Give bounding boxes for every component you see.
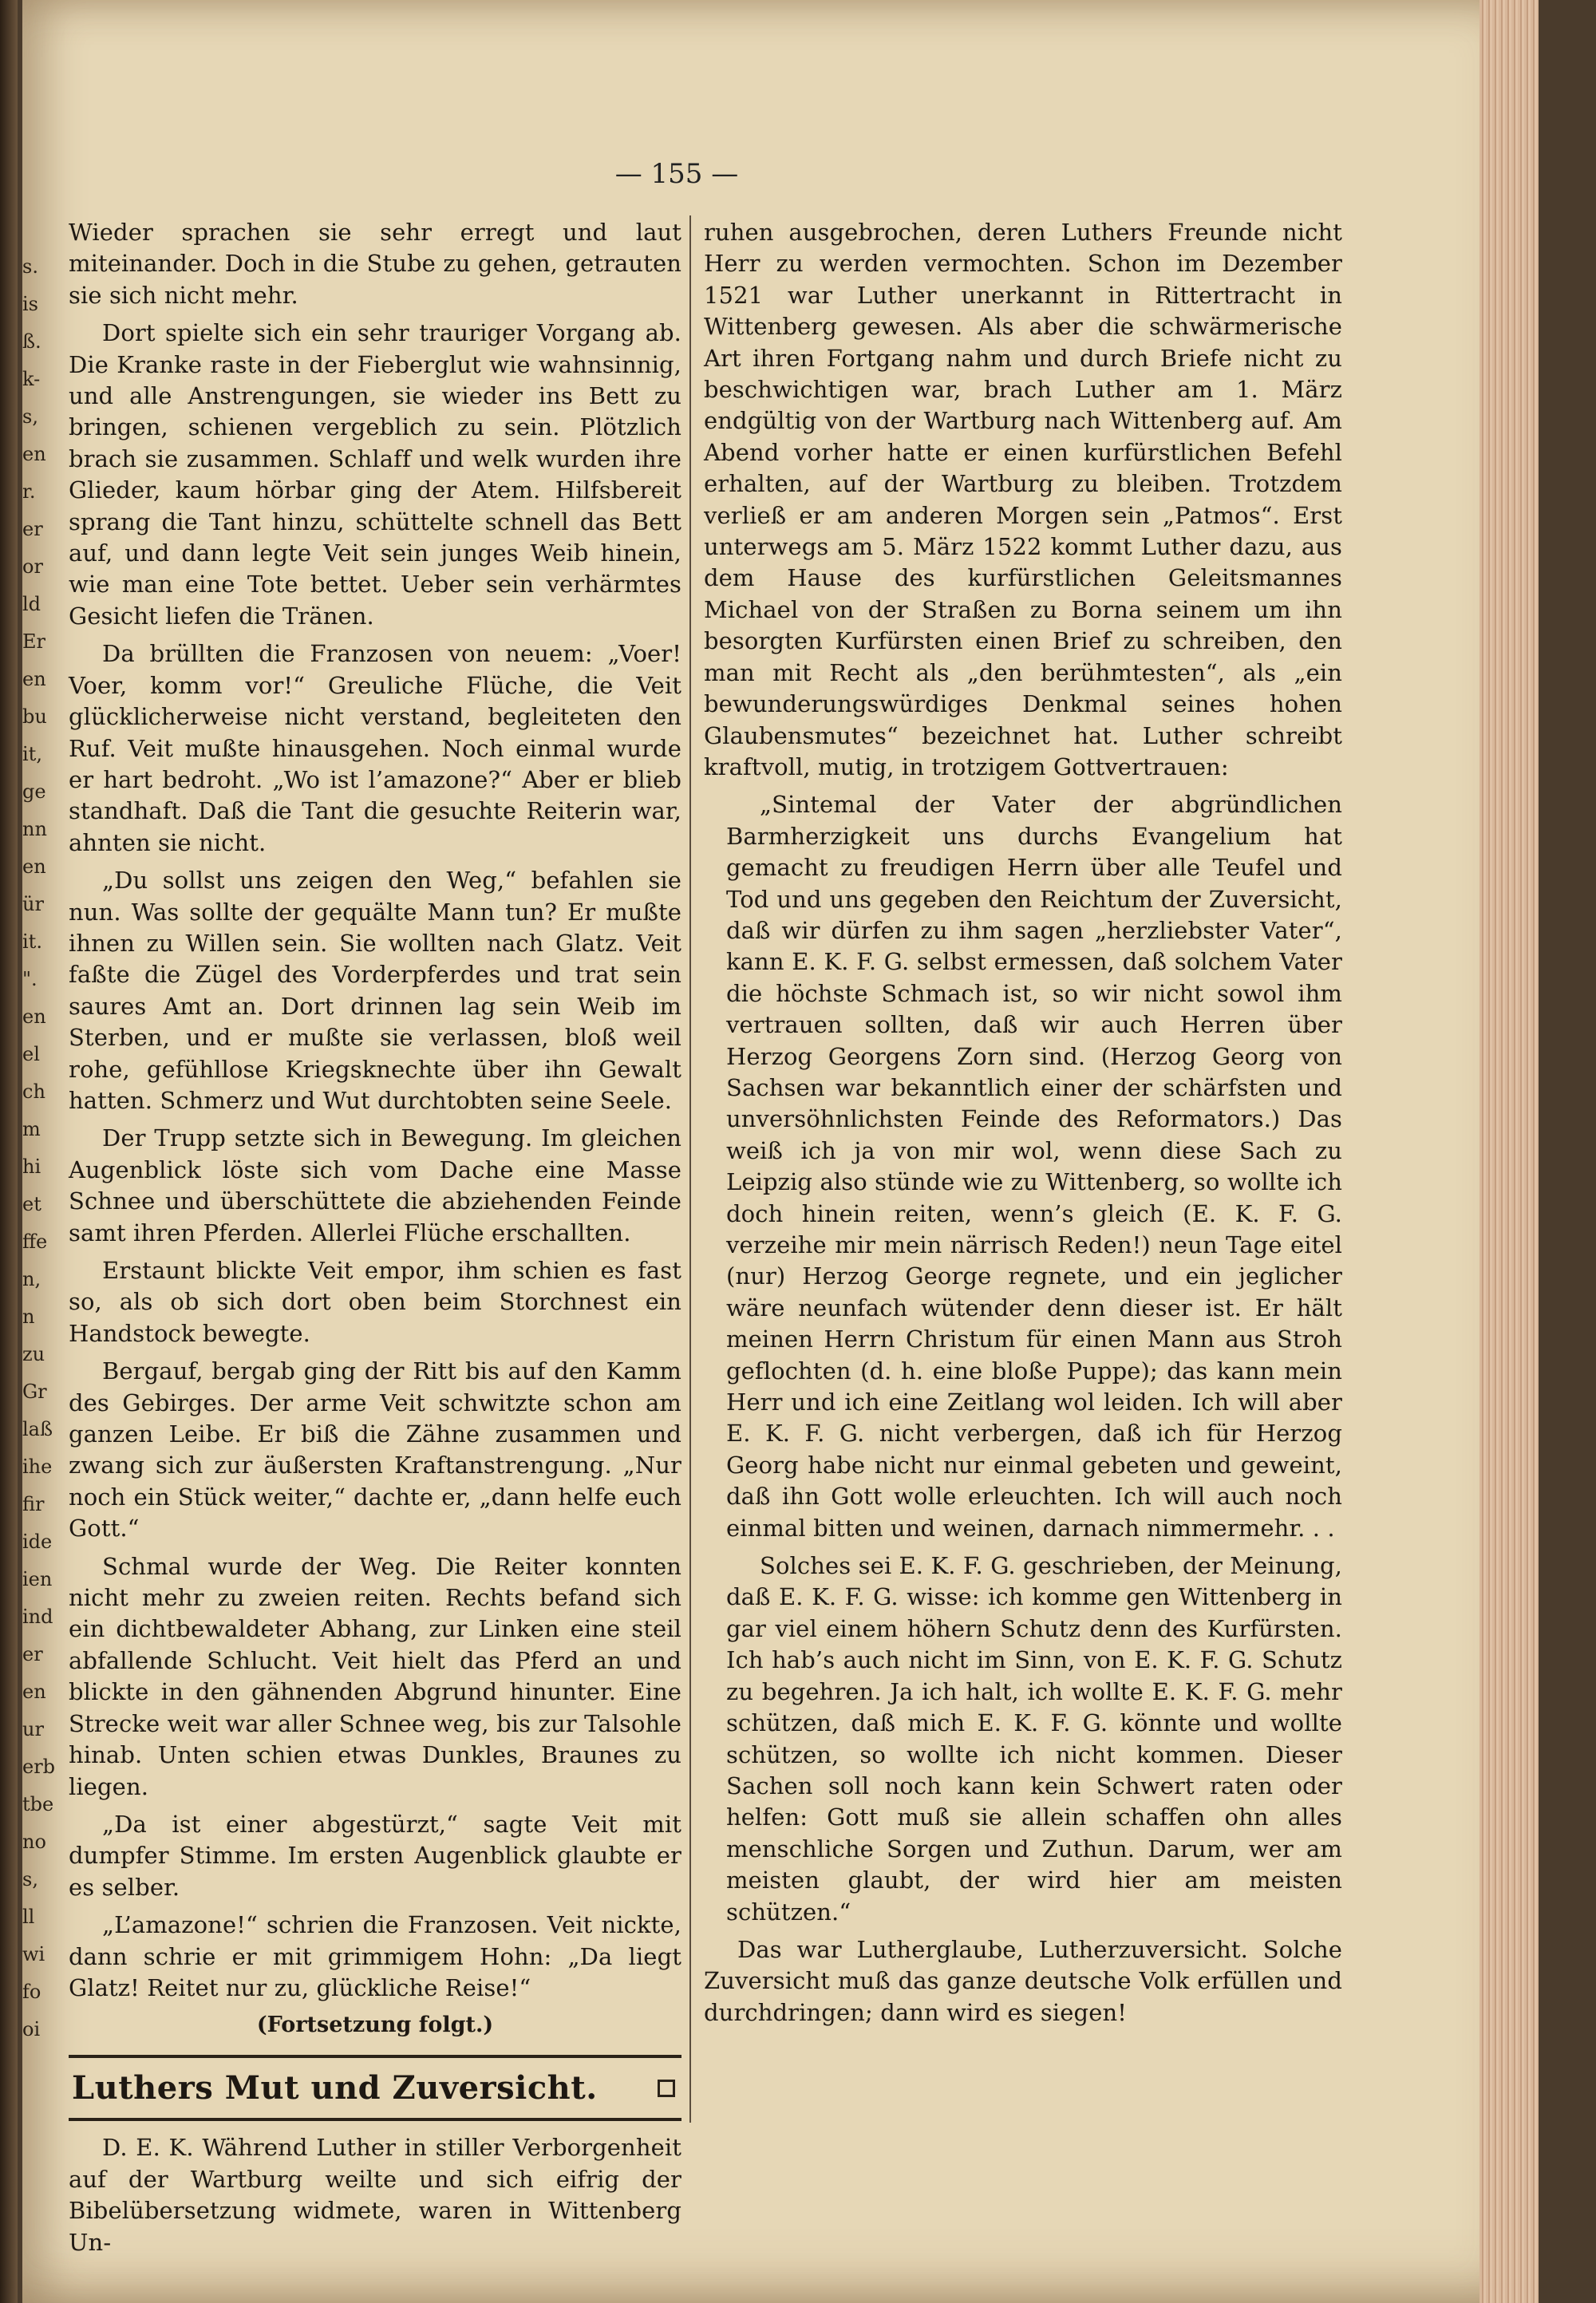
facing-page-fragment: ge bbox=[22, 780, 46, 803]
facing-page-fragment: s. bbox=[22, 255, 38, 278]
facing-page-fragment: nn bbox=[22, 818, 47, 840]
facing-page-fragment: en bbox=[22, 443, 46, 465]
facing-page-fragment: ll bbox=[22, 1906, 35, 1928]
facing-page-fragment: it. bbox=[22, 930, 42, 953]
facing-page-fragment: it, bbox=[22, 743, 42, 765]
paragraph: Wieder sprachen sie sehr erregt und laut miteinander. Doch in die Stube zu gehen, getrauten sie sich nicht mehr. bbox=[69, 219, 681, 309]
facing-page-fragment: wi bbox=[22, 1943, 45, 1965]
article-heading bbox=[69, 2055, 681, 2121]
facing-page-fragment: ur bbox=[22, 1718, 44, 1740]
quote-paragraph: „Sintemal der Vater der abgründlichen Barmherzigkeit uns durchs Evangelium hat gemacht zu freudigen Herrn über alle Teufel und Tod und uns gegeben den Reichtum der Zuversicht, daß wir dürfen zu ihm sagen „herzliebster Vater“, kann E. K. F. G. selbst ermessen, daß solchem Vater die höchste Schmach ist, so wir nicht sowol ihm vertrauen sollten, daß wir auch Herren über Herzog Georgens Zorn sind. (Herzog Georg von Sachsen war bekanntlich einer der schärfsten und unversöhnlichsten Feinde des Reformators.) Das weiß ich ja von mir wol, wenn diese Sach zu Leipzig also stünde wie zu Wittenberg, so wollte ich doch hinein reiten, wenn’s gleich (E. K. F. G. verzeihe mir mein närrisch Reden!) neun Tage eitel (nur) Herzog George regnete, und ein jeglicher wäre neunfach wütender denn dieser ist. Er hält meinen Herrn Christum für einen Mann aus Stroh geflochten (d. h. eine bloße Puppe); das kann mein Herr und ich eine Zeitlang wol leiden. Ich will aber E. K. F. G. nicht verbergen, daß ich für Herzog Georg habe nicht nur einmal gebeten und geweint, daß ihn Gott wolle erleuchten. Ich will auch noch einmal bitten und weinen, darnach nimmermehr. . . bbox=[726, 791, 1342, 1542]
facing-page-fragment: er bbox=[22, 518, 43, 540]
facing-page-fragment: ind bbox=[22, 1606, 53, 1628]
facing-page-fragment: oi bbox=[22, 2018, 41, 2040]
facing-page-fragment: el bbox=[22, 1043, 40, 1065]
facing-page-fragment: bu bbox=[22, 705, 47, 728]
quote-paragraph: Solches sei E. K. F. G. geschrieben, der Meinung, daß E. K. F. G. wisse: ich komme gen Wittenberg in gar viel einem höhern Schutz denn des Kurfürsten. Ich hab’s auch nicht im Sinn, von E. K. F. G. Schutz zu begehren. Ja ich halt, ich wollte E. K. F. G. mehr schützen, daß mich E. K. F. G. könnte und wollte schützen, so wollte ich nicht kommen. Dieser Sachen soll noch kann kein Schwert raten oder helfen: Gott muß sie allein schaffen ohn alles menschliche Sorgen und Zuthun. Darum, wer am meisten glaubt, der wird hier am meisten schützen.“ bbox=[726, 1552, 1342, 1926]
facing-page-fragment: tbe bbox=[22, 1793, 54, 1815]
facing-page-fragment: fo bbox=[22, 1981, 41, 2003]
facing-page-fragment: en bbox=[22, 855, 46, 878]
facing-page-fragment: et bbox=[22, 1193, 41, 1215]
square-ornament-icon bbox=[658, 2080, 675, 2097]
column-divider bbox=[689, 215, 691, 2123]
facing-page-fragment: Gr bbox=[22, 1381, 47, 1403]
facing-page-fragment: en bbox=[22, 668, 46, 690]
facing-page-fragment: zu bbox=[22, 1343, 45, 1365]
paragraph: Erstaunt blickte Veit empor, ihm schien es fast so, als ob sich dort oben beim Storchnest ein Handstock bewegte. bbox=[69, 1257, 681, 1347]
paragraph: D. E. K. Während Luther in stiller Verborgenheit auf der Wartburg weilte und sich eifrig der Bibelübersetzung widmete, waren in Wittenberg Un- bbox=[69, 2134, 681, 2256]
page-number: — 155 — bbox=[614, 158, 739, 190]
facing-page-fragment: en bbox=[22, 1681, 46, 1703]
facing-page-fragment: hi bbox=[22, 1155, 41, 1178]
facing-page-fragment: r. bbox=[22, 480, 36, 503]
facing-page-fragment: k- bbox=[22, 368, 41, 390]
facing-page-fragment: n, bbox=[22, 1268, 41, 1290]
facing-page-fragment: ß. bbox=[22, 330, 41, 353]
facing-page-fragment: ch bbox=[22, 1080, 45, 1103]
facing-page-fragment: ien bbox=[22, 1568, 53, 1590]
facing-page-fragment: ide bbox=[22, 1531, 53, 1553]
facing-page-fragment: m bbox=[22, 1118, 41, 1140]
closing-paragraph: Das war Lutherglaube, Lutherzuversicht. Solche Zuversicht muß das ganze deutsche Volk erfüllen und durchdringen; dann wird es siegen! bbox=[704, 1935, 1342, 2026]
facing-page-fragment: fir bbox=[22, 1493, 45, 1515]
facing-page-fragment: ür bbox=[22, 893, 44, 915]
paragraph: „L’amazone!“ schrien die Franzosen. Veit nickte, dann schrie er mit grimmigem Hohn: „Da liegt Glatz! Reitet nur zu, glückliche Reise!“ bbox=[69, 1911, 681, 2001]
facing-page-fragment: s, bbox=[22, 1868, 38, 1890]
facing-page-fragment: ffe bbox=[22, 1231, 48, 1253]
facing-page-fragment: ". bbox=[22, 968, 38, 990]
facing-page-fragment: n bbox=[22, 1306, 35, 1328]
paragraph: Da brüllten die Franzosen von neuem: „Voer! Voer, komm vor!“ Greuliche Flüche, die Veit glücklicherweise nicht verstand, begleiteten den Ruf. Veit mußte hinausgehen. Noch einmal wurde er hart bedroht. „Wo ist l’amazone?“ Aber er blieb standhaft. Daß die Tant die gesuchte Reiterin war, ahnten sie nicht. bbox=[69, 640, 681, 856]
facing-page-fragment: s, bbox=[22, 405, 38, 428]
paragraph: Bergauf, bergab ging der Ritt bis auf den Kamm des Gebirges. Der arme Veit schwitzte schon am ganzen Leibe. Er biß die Zähne zusammen und zwang sich zur äußersten Kraftanstrengung. „Nur noch ein Stück weiter,“ dachte er, „dann helfe euch Gott.“ bbox=[69, 1357, 681, 1543]
continuation-note: (Fortsetzung folgt.) bbox=[256, 2013, 494, 2038]
facing-page-fragment: Er bbox=[22, 630, 45, 653]
facing-page-fragment: or bbox=[22, 555, 43, 578]
right-column bbox=[704, 217, 1342, 2035]
facing-page-fragment: no bbox=[22, 1831, 46, 1853]
paragraph: Schmal wurde der Weg. Die Reiter konnten nicht mehr zu zweien reiten. Rechts befand sich ein dichtbewaldeter Abhang, zur Linken eine steil abfallende Schlucht. Veit hielt das Pferd an und blickte in den gähnenden Abgrund hinunter. Eine Strecke weit war aller Schnee weg, bis zur Talsohle hinab. Unten schien etwas Dunkles, Braunes zu liegen. bbox=[69, 1552, 681, 1800]
book-page-stack-edge bbox=[1479, 0, 1539, 2303]
facing-page-fragment: en bbox=[22, 1005, 46, 1028]
paragraph: „Du sollst uns zeigen den Weg,“ befahlen sie nun. Was sollte der gequälte Mann tun? Er mußte ihnen zu Willen sein. Sie wollten nach Glatz. Veit faßte die Zügel des Vorderpferdes und trat sein saures Amt an. Dort drinnen lag sein Weib im Sterben, und er mußte sie verlassen, bloß weil rohe, gefühllose Kriegsknechte über ihn Gewalt hatten. Schmerz und Wut durchtobten seine Seele. bbox=[69, 867, 681, 1114]
paragraph: „Da ist einer abgestürzt,“ sagte Veit mit dumpfer Stimme. Im ersten Augenblick glaubte er es selber. bbox=[69, 1810, 681, 1901]
article-title: Luthers Mut und Zuversicht. bbox=[72, 2069, 598, 2107]
facing-page-fragment: er bbox=[22, 1643, 43, 1665]
paragraph: ruhen ausgebrochen, deren Luthers Freunde nicht Herr zu werden vermochten. Schon im Dezember 1521 war Luther unerkannt in Rittertracht in Wittenberg gewesen. Als aber die schwärmerische Art ihren Fortgang nahm und durch Briefe nicht zu beschwichtigen war, brach Luther am 1. März endgültig von der Wartburg nach Wittenberg auf. Am Abend vorher hatte er einen kurfürstlichen Befehl erhalten, auf der Wartburg zu bleiben. Trotzdem verließ er am anderen Morgen sein „Patmos“. Erst unterwegs am 5. März 1522 kommt Luther dazu, aus dem Hause des kurfürstlichen Geleitsmannes Michael von der Straßen zu Borna seinem um ihn besorgten Kurfürsten einen Brief zu schreiben, den man mit Recht als „den berühmtesten“, als „ein bewunderungswürdiges Denkmal seines hohen Glaubensmutes“ bezeichnet hat. Luther schreibt kraftvoll, mutig, in trotzigem Gottvertrauen: bbox=[704, 219, 1342, 780]
facing-page-fragment: laß bbox=[22, 1418, 53, 1440]
book-page bbox=[22, 0, 1539, 2303]
facing-page-fragment: ld bbox=[22, 593, 41, 615]
facing-page-edge bbox=[0, 0, 18, 2303]
facing-page-fragment: ihe bbox=[22, 1456, 53, 1478]
left-column bbox=[69, 217, 681, 2265]
facing-page-fragment: is bbox=[22, 293, 38, 315]
facing-page-fragment: erb bbox=[22, 1756, 56, 1778]
paragraph: Dort spielte sich ein sehr trauriger Vorgang ab. Die Kranke raste in der Fieberglut wie wahnsinnig, und alle Anstrengungen, sie wieder ins Bett zu bringen, schienen vergeblich zu sein. Plötzlich brach sie zusammen. Schlaff und welk wurden ihre Glieder, kaum hörbar ging der Atem. Hilfsbereit sprang die Tant hinzu, schüttelte schnell das Bett auf, und dann legte Veit sein junges Weib hinein, wie man eine Tote bettet. Ueber sein verhärmtes Gesicht liefen die Tränen. bbox=[69, 319, 681, 630]
paragraph: Der Trupp setzte sich in Bewegung. Im gleichen Augenblick löste sich vom Dache eine Masse Schnee und überschüttete die abziehenden Feinde samt ihren Pferden. Allerlei Flüche erschallten. bbox=[69, 1124, 681, 1246]
